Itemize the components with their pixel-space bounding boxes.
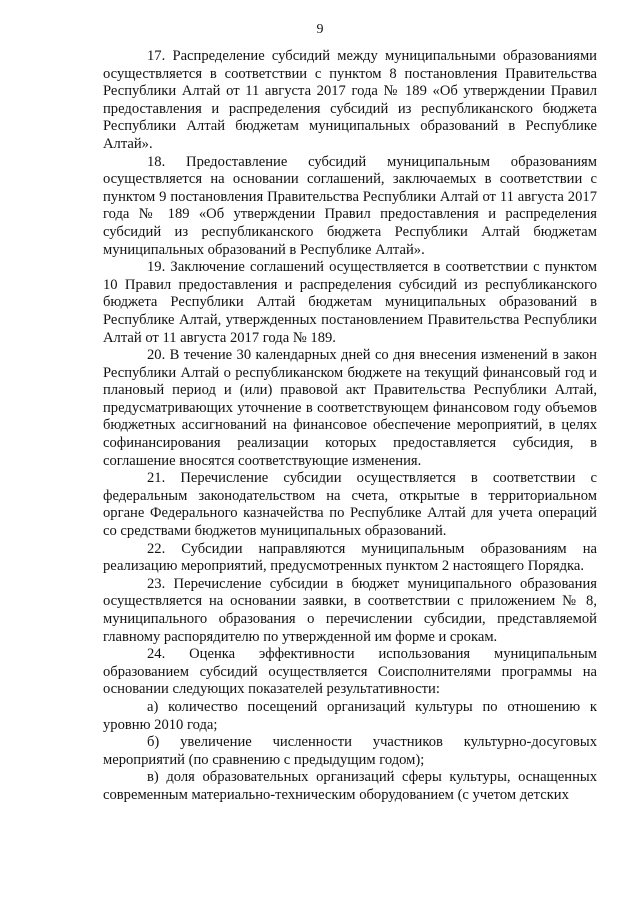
paragraph-21: 21. Перечисление субсидии осуществляется в соответствии с федеральным законодательством на счета, открытые в территориальном органе Федерального казначейства по Республике Алтай для учета операций со средствами бюджетов муниципальных образований. <box>103 470 597 540</box>
paragraph-24: 24. Оценка эффективности использования муниципальным образованием субсидий осуществляется Соисполнителями программы на основании следующих показателей результативности: <box>103 646 597 698</box>
paragraph-17: 17. Распределение субсидий между муниципальными образованиями осуществляется в соответствии с пунктом 8 постановления Правительства Республики Алтай от 11 августа 2017 года № 189 «Об утверждении Правил предоставления и распределения субсидий из республиканского бюджета Республики Алтай бюджетам муниципальных образований в Республике Алтай». <box>103 48 597 152</box>
list-item-c: в) доля образовательных организаций сферы культуры, оснащенных современным материально-техническим оборудованием (с учетом детских <box>103 769 597 803</box>
paragraph-20: 20. В течение 30 календарных дней со дня внесения изменений в закон Республики Алтай о республиканском бюджете на текущий финансовый год и плановый период и (или) правовой акт Правительства Республики Алтай, предусматривающих уточнение в соответствующем финансовом году объемов бюджетных ассигнований на финансовое обеспечение мероприятий, в целях софинансирования реализации которых предоставляется субсидия, в соглашение вносятся соответствующие изменения. <box>103 347 597 469</box>
list-item-a: а) количество посещений организаций культуры по отношению к уровню 2010 года; <box>103 698 597 733</box>
page-number: 9 <box>316 22 324 37</box>
paragraph-18: 18. Предоставление субсидий муниципальным образованиям осуществляется на основании соглашений, заключаемых в соответствии с пунктом 9 постановления Правительства Республики Алтай от 11 августа 2017 года № 189 «Об утверждении Правил предоставления и распределения субсидий из республиканского бюджета Республики Алтай бюджетам муниципальных образований в Республике Алтай». <box>103 153 597 258</box>
paragraph-22: 22. Субсидии направляются муниципальным образованиям на реализацию мероприятий, предусмотренных пунктом 2 настоящего Порядка. <box>103 540 597 575</box>
document-body <box>103 48 597 805</box>
paragraph-19: 19. Заключение соглашений осуществляется в соответствии с пунктом 10 Правил предоставления и распределения субсидий из республиканского бюджета Республики Алтай бюджетам муниципальных образований в Республике Алтай, утвержденных постановлением Правительства Республики Алтай от 11 августа 2017 года № 189. <box>103 259 597 346</box>
paragraph-23: 23. Перечисление субсидии в бюджет муниципального образования осуществляется на основании заявки, в соответствии с приложением № 8, муниципального образования о перечислении субсидии, представляемой главному распорядителю по утвержденной им форме и срокам. <box>103 575 597 645</box>
list-item-b: б) увеличение численности участников культурно-досуговых мероприятий (по сравнению с предыдущим годом); <box>103 734 597 768</box>
